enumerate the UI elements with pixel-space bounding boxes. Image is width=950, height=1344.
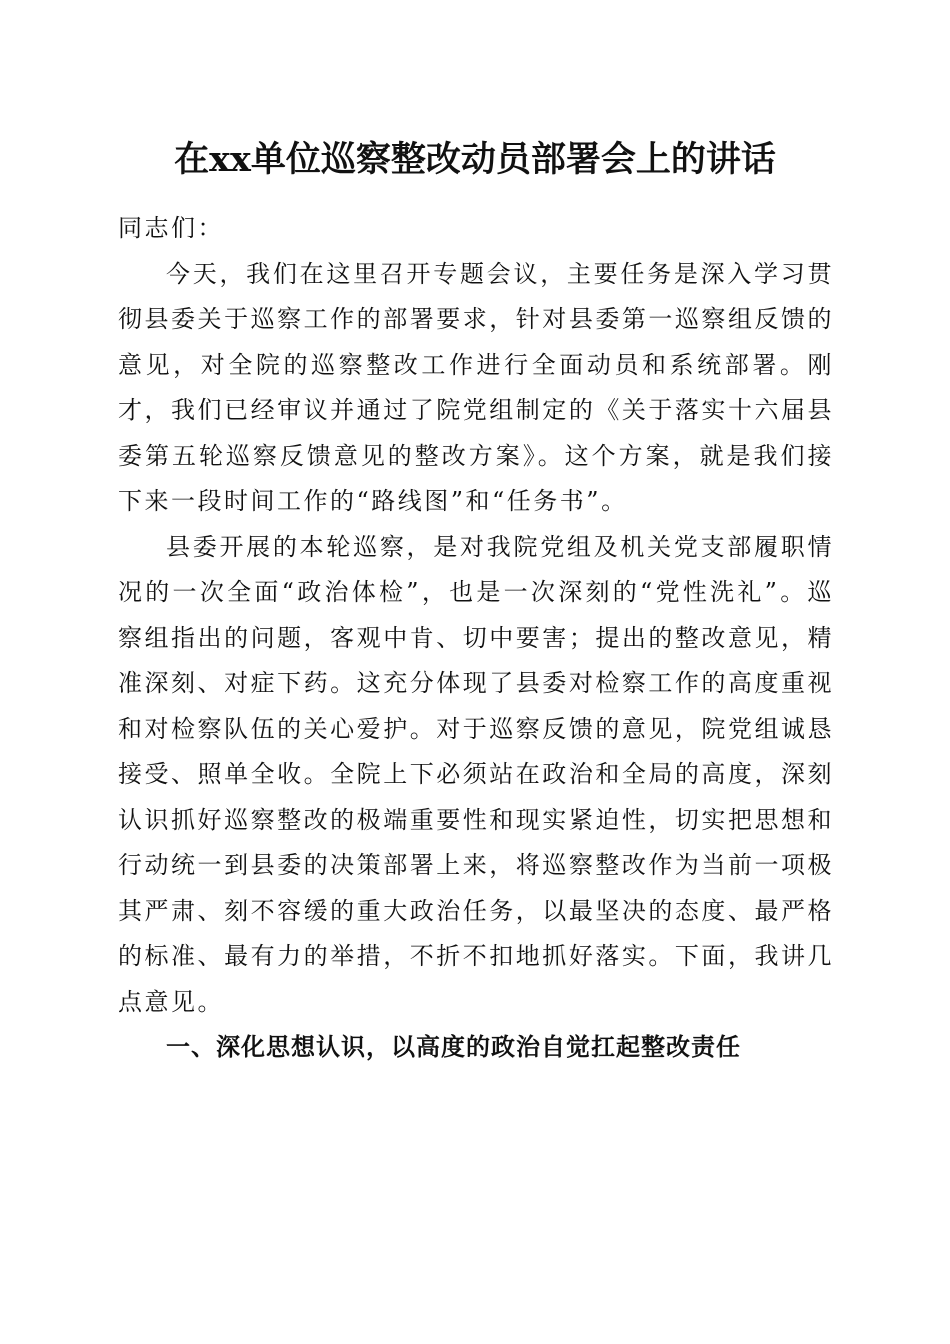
document-title: 在xx单位巡察整改动员部署会上的讲话 xyxy=(174,139,776,180)
salutation: 同志们： xyxy=(118,214,224,242)
paragraph-opening: 今天，我们在这里召开专题会议，主要任务是深入学习贯彻县委关于巡察工作的部署要求，针对县委第一巡察组反馈的意见，对全院的巡察整改工作进行全面动员和系统部署。刚才，我们已经审议并通过了院党组制定的《关于落实十六届县委第五轮巡察反馈意见的整改方案》。这个方案，就是我们接下来一段时间工作的“路线图”和“任务书”。 xyxy=(118,259,834,515)
document-body xyxy=(118,206,834,1071)
section-heading-1: 一、深化思想认识，以高度的政治自觉扛起整改责任 xyxy=(166,1033,741,1061)
paragraph-inspection: 县委开展的本轮巡察，是对我院党组及机关党支部履职情况的一次全面“政治体检”，也是一次深刻的“党性洗礼”。巡察组指出的问题，客观中肯、切中要害；提出的整改意见，精准深刻、对症下药。这充分体现了县委对检察工作的高度重视和对检察队伍的关心爱护。对于巡察反馈的意见，院党组诚恳接受、照单全收。全院上下必须站在政治和全局的高度，深刻认识抓好巡察整改的极端重要性和现实紧迫性，切实把思想和行动统一到县委的决策部署上来，将巡察整改作为当前一项极其严肃、刻不容缓的重大政治任务，以最坚决的态度、最严格的标准、最有力的举措，不折不扣地抓好落实。下面，我讲几点意见。 xyxy=(118,532,834,1016)
